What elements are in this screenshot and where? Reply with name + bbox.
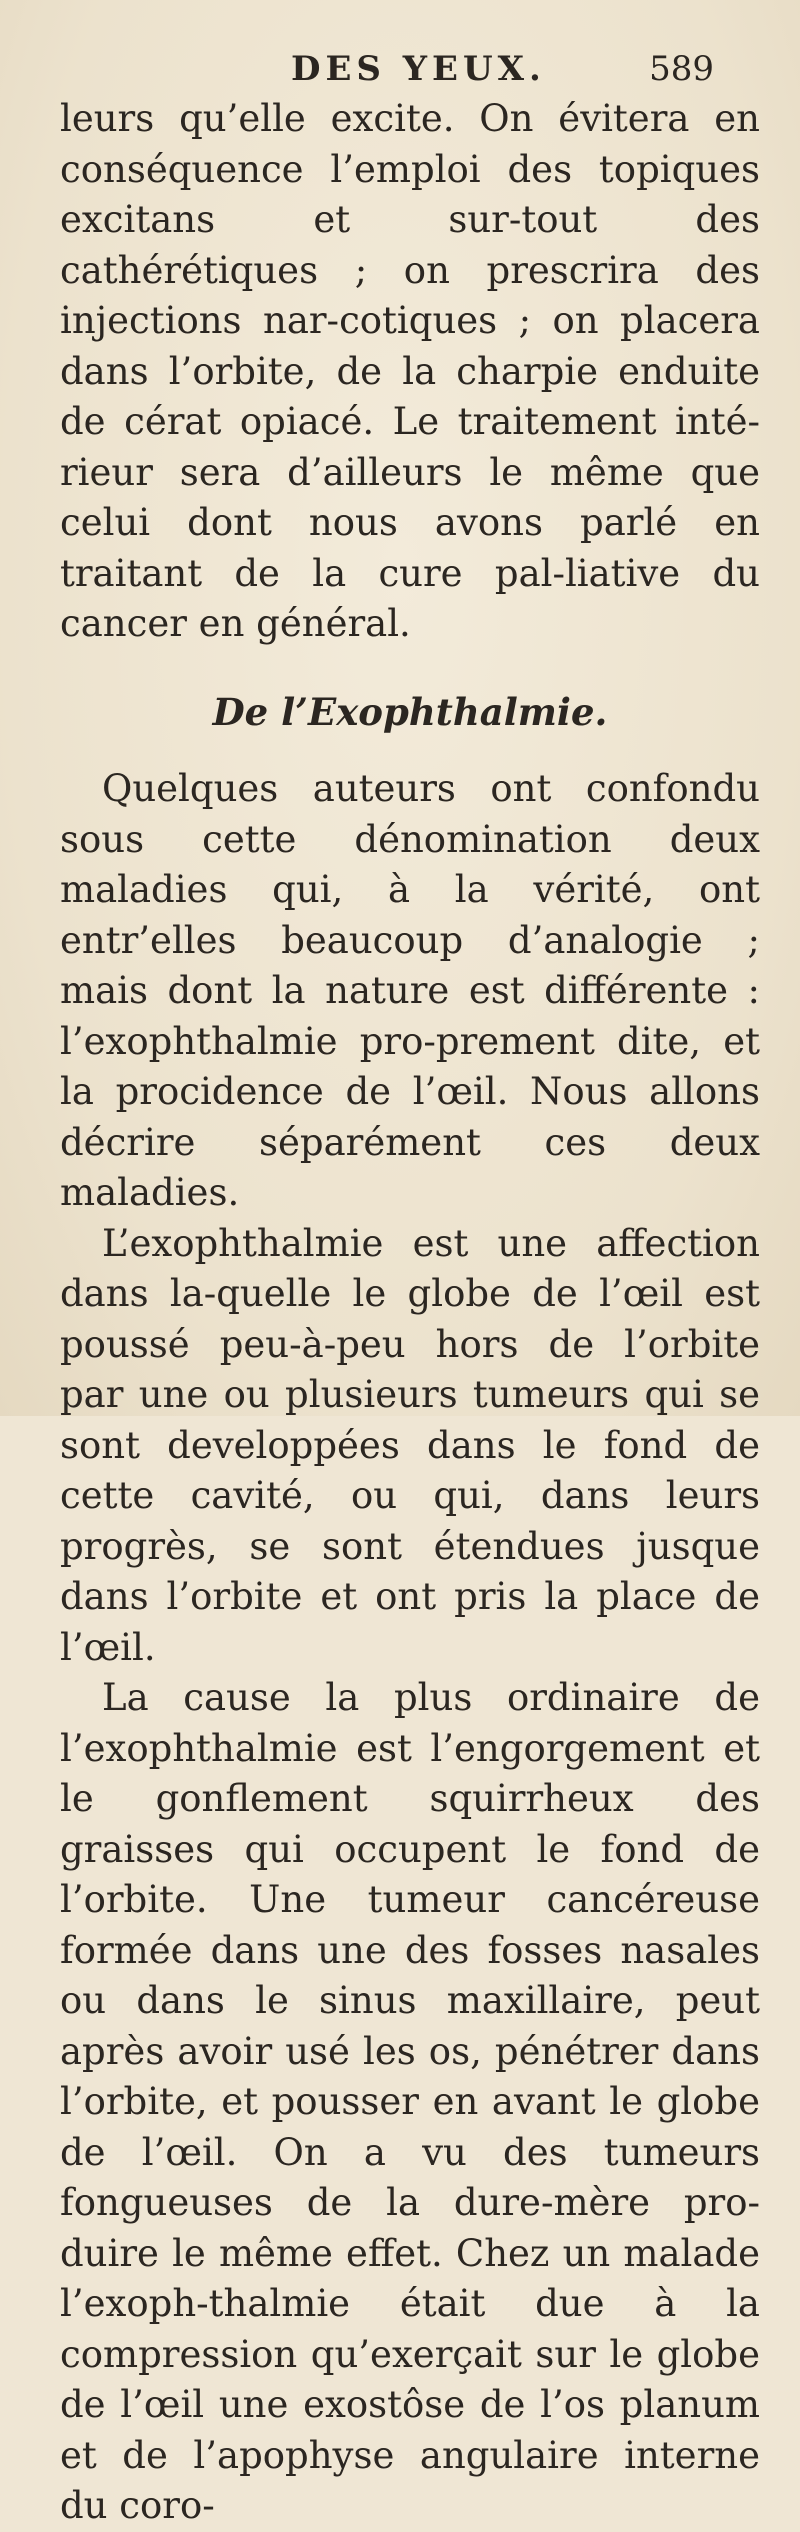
paragraph-continuation: leurs qu’elle excite. On évitera en conséquence l’emploi des topiques excitans et sur-tout des cathérétiques ; on prescrira des injections nar-cotiques ; on placera dans l’orbite, de la charpie enduite de cérat opiacé. Le traitement inté-rieur sera d’ailleurs le même que celui dont nous avons parlé en traitant de la cure pal-liative du cancer en général. xyxy=(60,97,760,645)
section-title: De l’Exophthalmie. xyxy=(212,689,608,734)
paragraph: Quelques auteurs ont confondu sous cette dénomination deux maladies qui, à la vérité, ont entr’elles beaucoup d’analogie ; mais dont la nature est différente : l’exophthalmie pro-prement dite, et la procidence de l’œil. Nous allons décrire séparément ces deux maladies. xyxy=(60,767,760,1214)
paragraph: L’exophthalmie est une affection dans la-quelle le globe de l’œil est poussé peu-à-peu hors de l’orbite par une ou plusieurs tumeurs qui se sont developpées dans le fond de cette cavité, ou qui, dans leurs progrès, se sont étendues jusque dans l’orbite et ont pris la place de l’œil. xyxy=(60,1221,760,1669)
running-title: DES YEUX. xyxy=(291,49,546,89)
paragraph: La cause la plus ordinaire de l’exophthalmie est l’engorgement et le gonflement squirrheux des graisses qui occupent le fond de l’orbite. Une tumeur cancéreuse formée dans une des fosses nasales ou dans le sinus maxillaire, peut après avoir usé les os, pénétrer dans l’orbite, et pousser en avant le globe de l’œil. On a vu des tumeurs fongueuses de la dure-mère pro-duire le même effet. Chez un malade l’exoph-thalmie était due à la compression qu’exerçait sur le globe de l’œil une exostôse de l’os planum et de l’apophyse angulaire interne du coro- xyxy=(60,1676,760,2527)
running-head xyxy=(0,44,800,94)
body-text xyxy=(60,94,760,2532)
page-number: 589 xyxy=(649,49,714,89)
